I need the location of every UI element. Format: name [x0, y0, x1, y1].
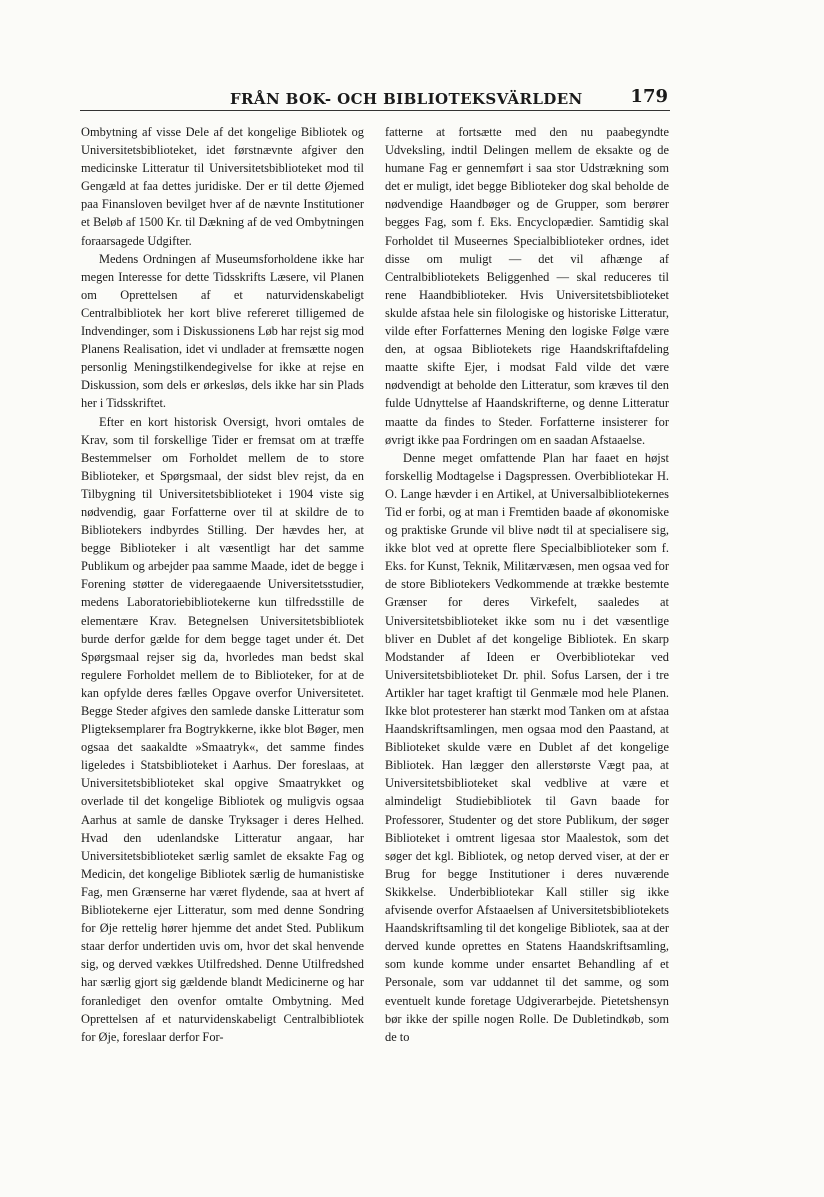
page-number: 179 [630, 86, 668, 107]
paragraph: Efter en kort historisk Oversigt, hvori omtales de Krav, som til forskellige Tider er fremsat om at træffe Bestemmelser om Forholdet mellem de to store Biblioteker, et Spørgsmaal, der sidst blev rejst, da en Tilbygning til Universitetsbiblioteket i 1904 viste sig nødvendig, gaar Forfatterne over til at skildre de to Bibliotekers indbyrdes Stilling. Der hævdes her, at begge Biblioteker i alt væsentligt har det samme Publikum og arbejder paa samme Maade, idet de begge i Forening støtter de videregaaende Universitetsstudier, medens Laboratoriebibliotekerne kun tilfredsstille de elementære Krav. Betegnelsen Universitetsbibliotek burde derfor gælde for dem begge taget under ét. Det Spørgsmaal rejser sig da, hvorledes man bedst skal regulere Forholdet mellem de to Biblioteker, for at de kan opfylde deres fælles Opgave overfor Universitetet. Begge Steder afgives den samlede danske Litteratur som Pligteksemplarer fra Bogtrykkerne, ikke blot Bøger, men ogsaa det saakaldte »Smaatryk«, det samme findes ligeledes i Statsbiblioteket i Aarhus. Der foreslaas, at Universitetsbiblioteket skal opgive Smaatrykket og overlade til det kongelige Bibliotek og muligvis ogsaa Aarhus at samle de danske Tryksager i deres Helhed. Hvad den udenlandske Litteratur angaar, har Universitetsbiblioteket særlig samlet de eksakte Fag og Medicin, det kongelige Bibliotek særlig de humanistiske Fag, men Grænserne har været flydende, saa at hvert af Bibliotekerne ejer Litteratur, som med denne Sondring for Øje rettelig hører hjemme det andet Sted. Publikum staar derfor undertiden uvis om, hvor det skal henvende sig, og derved vækkes Utilfredshed. Denne Utilfredshed har særlig gjort sig gældende blandt Medicinerne og har foranlediget den ovenfor omtalte Ombytning. Med Oprettelsen af et naturvidenskabeligt Centralbibliotek for Øje, foreslaar derfor For- [81, 414, 364, 1044]
header-rule [80, 110, 670, 111]
left-column [81, 123, 364, 1046]
right-column [385, 123, 669, 1046]
running-header [80, 86, 670, 112]
paragraph: Ombytning af visse Dele af det kongelige Bibliotek og Universitetsbiblioteket, idet førstnævnte afgiver den medicinske Litteratur til Universitetsbiblioteket mod til Gengæld at faa dettes juridiske. Der er til dette Øjemed paa Finansloven bevilget hver af de nævnte Institutioner et Beløb af 1500 Kr. til Dækning af de ved Ombytningen foraarsagede Udgifter. [81, 125, 364, 248]
paragraph: Medens Ordningen af Museumsforholdene ikke har megen Interesse for dette Tidsskrifts Læsere, vil Planen om Oprettelsen af et naturvidenskabeligt Centralbibliotek her kort blive refereret tilligemed de Indvendinger, som i Diskussionens Løb har rejst sig mod Planens Realisation, idet vi undlader at fremsætte nogen personlig Meningstilkendegivelse for ikke at rejse en Diskussion, som dels er ørkesløs, dels ikke har sin Plads her i Tidsskriftet. [81, 251, 364, 411]
paragraph: Denne meget omfattende Plan har faaet en højst forskellig Modtagelse i Dagspressen. Overbibliotekar H. O. Lange hævder i en Artikel, at Universalbibliotekernes Tid er forbi, og at man i Fremtiden baade af økonomiske og praktiske Grunde vil blive nødt til at specialisere sig, ikke blot ved at oprette flere Specialbiblioteker som f. Eks. for Kunst, Teknik, Militærvæsen, men ogsaa ved for de store Bibliotekers Vedkommende at trække bestemte Grænser for deres Virkefelt, saaledes at Universitetsbiblioteket ikke som nu i det væsentlige bliver en Dublet af det kongelige Bibliotek. En skarp Modstander af Ideen er Overbibliotekar ved Universitetsbiblioteket Dr. phil. Sofus Larsen, der i tre Artikler har taget kraftigt til Genmæle mod hele Planen. Ikke blot protesterer han stærkt mod Tanken om at afstaa Haandskriftsamlingen, men ogsaa mod den Paastand, at Biblioteket skulde være en Dublet af det kongelige Bibliotek. Han lægger den allerstørste Vægt paa, at Universitetsbiblioteket skal vedblive at være et almindeligt Studiebibliotek til Gavn baade for Professorer, Studenter og det store Publikum, der søger Biblioteket i omtrent ligesaa stor Maalestok, som det søger det kgl. Bibliotek, og netop derved viser, at der er Brug for begge Institutioner i deres nuværende Skikkelse. Underbibliotekar Kall stiller sig ikke afvisende overfor Afstaaelsen af Universitetsbibliotekets Haandskriftsamling til det kongelige Bibliotek, saa at der derved kunde oprettes en Statens Haandskriftsamling, som kunde komme under ensartet Behandling af et Personale, som var uddannet til det samme, og som eventuelt kunde foretage Udgiverarbejde. Pietetshensyn bør ikke der spille nogen Rolle. De Dubletindkøb, som de to [385, 450, 669, 1044]
paragraph: fatterne at fortsætte med den nu paabegyndte Udveksling, indtil Delingen mellem de eksakte og de humane Fag er gennemført i saa stor Udstrækning som det er muligt, idet begge Biblioteker dog skal beholde de nødvendige Haandbøger og de Grupper, som berører begges Fag, som f. Eks. Encyclopædier. Samtidig skal Forholdet til Museernes Specialbiblioteker ordnes, idet disse om muligt — det vil afhænge af Centralbibliotekets Beliggenhed — skal reduceres til rene Haandbiblioteker. Hvis Universitetsbiblioteket skulde afstaa hele sin filologiske og historiske Litteratur, vilde efter Forfatternes Mening den logiske Følge være den, at ogsaa Bibliotekets rige Haandskriftafdeling maatte skifte Ejer, i modsat Fald vilde det være nødvendigt at beholde den Litteratur, som kræves til den fulde Udnyttelse af Haandskrifterne, og denne Litteratur maatte da findes to Steder. Forfatterne insisterer for øvrigt ikke paa Fordringen om en saadan Afstaaelse. [385, 125, 669, 447]
running-title: FRÅN BOK- OCH BIBLIOTEKSVÄRLDEN [230, 90, 583, 108]
